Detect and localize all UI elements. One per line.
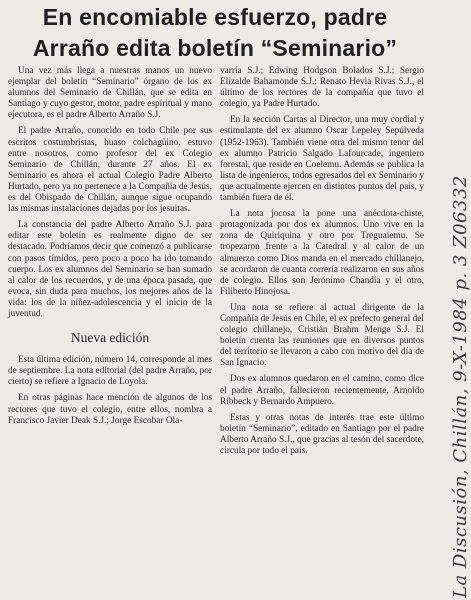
body-paragraph: Una nota se refiere al actual dirigente de la Compañía de Jesús en Chile, el ex prefecto general del colegio chillanejo, Cristián Brahm Menge S.J. El boletín cuenta las reuniones que en diversos puntos del territorio se llevaron a cabo con motivo del día de San Ignacio. (220, 302, 424, 369)
body-paragraph: varría S.J.; Edwing Hodgson Bolados S.J.; Sergio Elizalde Bahamonde S.J.; Renato Hevia Rivas S.J., el último de los rectores de la compañía que tuvo el colegio, ya Padre Hurtado. (220, 66, 424, 110)
body-paragraph: Una vez más llega a nuestras manos un nuevo ejemplar del boletín “Seminario” órgano de los ex alumnos del Seminario de Chillán, que se edita en Santiago y cuyo gestor, motor, padre espiritual y mano ejecutora, es el padre Alberto Arraño S.J. (8, 66, 212, 121)
body-paragraph: En la sección Cartas al Director, una muy cordial y estimulante del ex alumno Oscar Lepeley Sepúlveda (1952-1963). También viene otra del mismo tenor del ex alumno Patricio Salgado Lafourcade, ingeniero forestal, que reside en Coelemu. Además se publica la lista de ingenieros, todos egresados del ex Seminario y que actualmente ejercen en distintos puntos del país, y también fuera de él. (220, 115, 424, 204)
body-paragraph: Esta última edición, número 14, corresponde al mes de septiembre. La nota editorial (del padre Arraño, por cierto) se refiere a Ignacio de Loyola. (8, 355, 212, 388)
headline-line-1: En encomiable esfuerzo, padre (42, 4, 388, 30)
handwritten-note-text: La Discusión, Chillán, 9-X-1984 p. 3 Z06332 (450, 175, 471, 598)
handwritten-source-note (426, 4, 471, 600)
headline-line-2: Arraño edita boletín “Seminario” (32, 35, 398, 61)
section-subhead: Nueva edición (70, 330, 150, 346)
body-paragraph: En otras páginas hace mención de algunos de los rectores que tuvo el colegio, entre ellos, nombra a Francisco Javier Deak S.J.; Jorge Escobar Ola- (8, 393, 212, 426)
body-paragraph: Dos ex alumnos quedaron en el camino, como dice el padre Arraño, fallecieron recientemente, Arnoldo Ribbeck y Bernardo Ampuero. (220, 374, 424, 407)
article-column-right (220, 66, 424, 462)
body-paragraph: El padre Arraño, conocido en todo Chile por sus escritos costumbristas, huaso colchagüino, estuvo entre nosotros, como profesor del ex Colegio Seminario de Chillán, durante 27 años. El ex Seminario es ahora el actual Colegio Padre Alberto Hurtado, pero ya no pertenece a la Compañía de Jesús, es del Obispado de Chillán, aunque sigue ocupando las mismas instalaciones dejadas por los jesuitas. (8, 126, 212, 215)
body-paragraph: La nota jocosa la pone una anécdota-chiste, protagonizada por dos ex alumnos. Uno vive en la zona de Quiriquina y otro por Treguaiemu. Se tropezaron frente a la Catedral y al calor de un almuerzo como Dios manda en el mercado chillanejo, se acordaron de cuanta correría realizaron en sus años de colegio. Ellos son Jerónimo Chandía y el otro, Filiberto Hinojosa. (220, 209, 424, 297)
body-paragraph: La constancia del padre Alberto Arraño S.J. para editar este boletín es realmente digno de ser destacado. Podríamos decir que comenzó a publicarse con pasos tímidos, pero poco a poco ha ido tomando cuerpo. Los ex alumnos del Seminario se han sumado al calor de los recuerdos, y de una época pasada, que evoca, sin duda para muchos, los mejores años de la vida: los de la niñez-adolescencia y el inicio de la juventud. (8, 220, 212, 319)
article-column-left (8, 66, 212, 432)
body-paragraph: Estas y otras notas de interés trae este último boletín “Seminario”, editado en Santiago por el padre Alberto Arraño S.J., que gracias al tesón del sacerdote, circula por todo el país. (220, 412, 424, 456)
